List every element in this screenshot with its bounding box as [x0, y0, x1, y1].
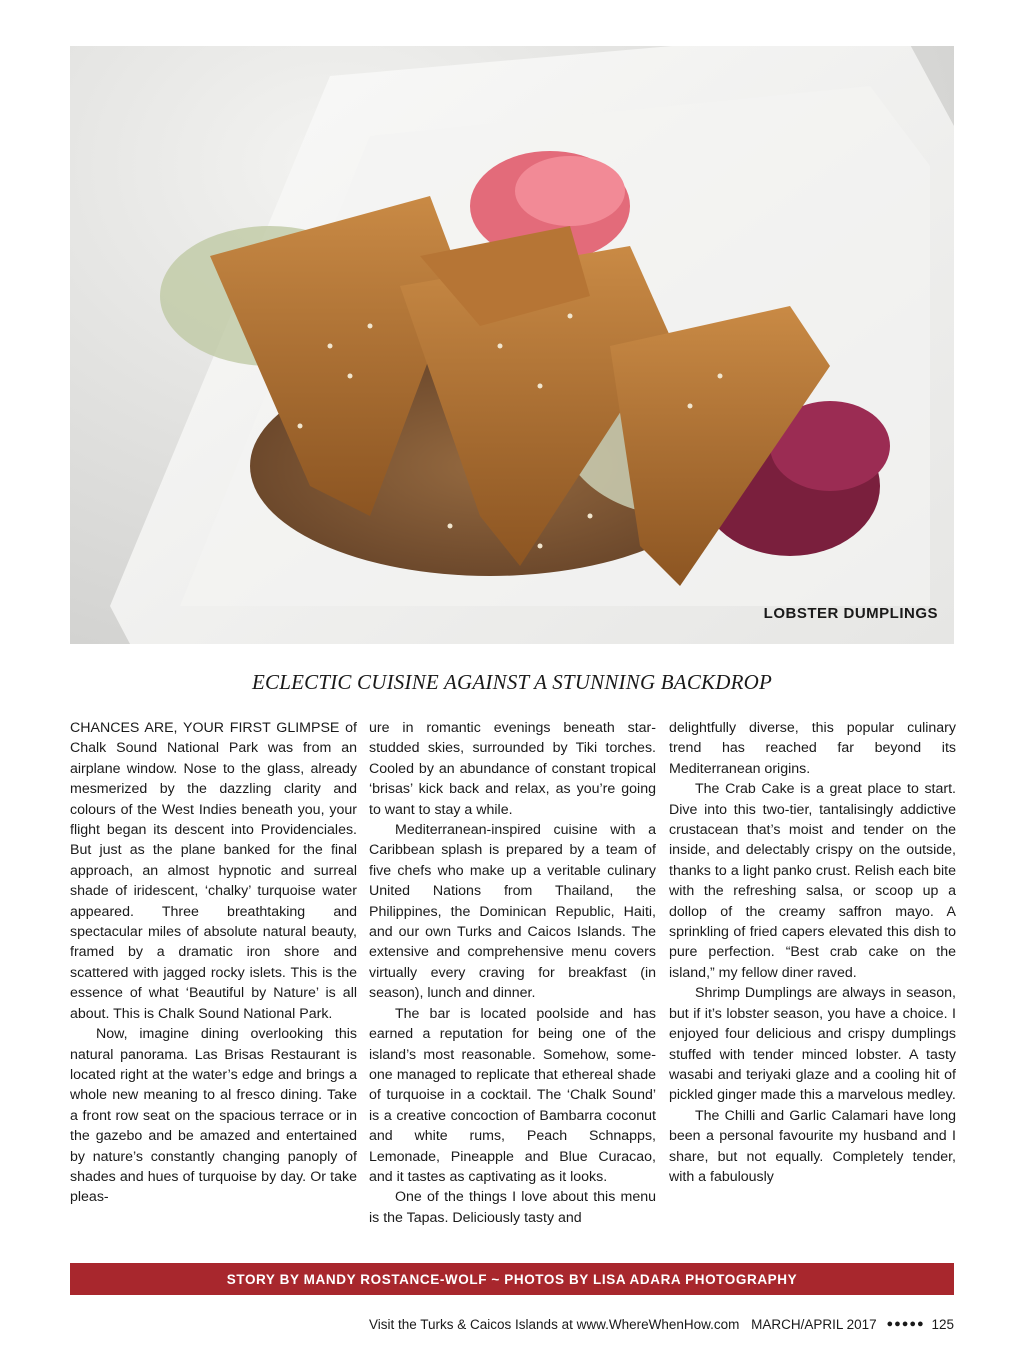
page-footer	[369, 1316, 954, 1332]
paragraph: One of the things I love about this menu is the Tapas. Deliciously tasty and	[369, 1189, 656, 1226]
photo-caption: LOBSTER DUMPLINGS	[763, 605, 938, 622]
page-number: 125	[931, 1316, 954, 1332]
paragraph: Shrimp Dumplings are always in season, but if it’s lobster season, you have a choice. I enjoyed four delicious and crispy dumplings stuffed with tender minced lobster. A tasty wasabi and teriyaki glaze and a cooling hit of pickled ginger made this a marvelous medley.	[669, 985, 956, 1104]
paragraph: CHANCES ARE, YOUR FIRST GLIMPSE of Chalk Sound National Park was from an airplane window. Nose to the glass, already mesmerized by the dazzling clarity and colours of the West Indies beneath you, your flight began its descent into Providenciales. But just as the plane banked for the final approach, an almost hypnotic and surreal shade of iridescent, ‘chalky’ turquoise water appeared. Three breathtaking and spectacular miles of absolute natural beauty, framed by a dramatic iron shore and scattered with jagged rocky islets. This is the essence of what ‘Beautiful by Nature’ is all about. This is Chalk Sound National Park.	[70, 720, 357, 1022]
paragraph: The Chilli and Garlic Calamari have long been a personal favourite my husband and I share, but not equally. Completely tender, with a fabulously	[669, 1107, 956, 1185]
credit-text: STORY BY MANDY ROSTANCE-WOLF ~ PHOTOS BY LISA ADARA PHOTOGRAPHY	[226, 1271, 798, 1287]
article-column-1	[70, 718, 357, 1208]
footer-dots: ●●●●●	[886, 1318, 925, 1331]
credit-banner	[70, 1263, 954, 1295]
article-column-3	[669, 718, 956, 1187]
footer-visit-text: Visit the Turks & Caicos Islands at www.WhereWhenHow.com	[368, 1316, 740, 1332]
article-headline: ECLECTIC CUISINE AGAINST A STUNNING BACKDROP	[251, 670, 773, 694]
paragraph: Mediterranean-inspired cuisine with a Caribbean splash is prepared by a team of five chefs who make up a veritable culinary United Nations from Thailand, the Philippines, the Dominican Republic, Haiti, and our own Turks and Caicos Islands. The extensive and comprehensive menu covers virtually every craving for breakfast (in season), lunch and dinner.	[369, 822, 656, 1002]
paragraph: delightfully diverse, this popular culinary trend has reached far beyond its Mediterranean origins.	[669, 720, 956, 777]
dumplings-illustration	[70, 46, 954, 644]
lobster-dumplings-photo	[70, 46, 954, 644]
paragraph: The Crab Cake is a great place to start. Dive into this two-tier, tantalisingly addictive crustacean that’s moist and tender on the inside, and delectably crispy on the outside, thanks to a light panko crust. Relish each bite with the refreshing salsa, or scoop up a dollop of the creamy saffron mayo. A sprinkling of fried capers elevated this dish to pure perfection. “Best crab cake on the island,” my fellow diner raved.	[669, 781, 956, 981]
footer-issue: MARCH/APRIL 2017	[751, 1316, 877, 1332]
paragraph: ure in romantic evenings beneath star-studded skies, surrounded by Tiki torches. Cooled by an abundance of constant tropical ‘brisas’ kick back and relax, as you’re going to want to stay a while.	[369, 720, 656, 818]
paragraph: Now, imagine dining overlooking this natural panorama. Las Brisas Restaurant is located right at the water’s edge and brings a whole new meaning to al fresco dining. Take a front row seat on the spacious terrace or in the gazebo and be amazed and entertained by nature’s constantly changing panoply of shades and hues of turquoise by day. Or take pleas-	[70, 1026, 357, 1206]
paragraph: The bar is located poolside and has earned a reputation for being one of the island’s most reasonable. Somehow, someone managed to replicate that ethereal shade of turquoise in a cocktail. The ‘Chalk Sound’ is a creative concoction of Bambarra coconut and white rums, Peach Schnapps, Lemonade, Pineapple and Blue Curacao, and it tastes as captivating as it looks.	[369, 1005, 656, 1185]
article-column-2	[369, 718, 656, 1228]
